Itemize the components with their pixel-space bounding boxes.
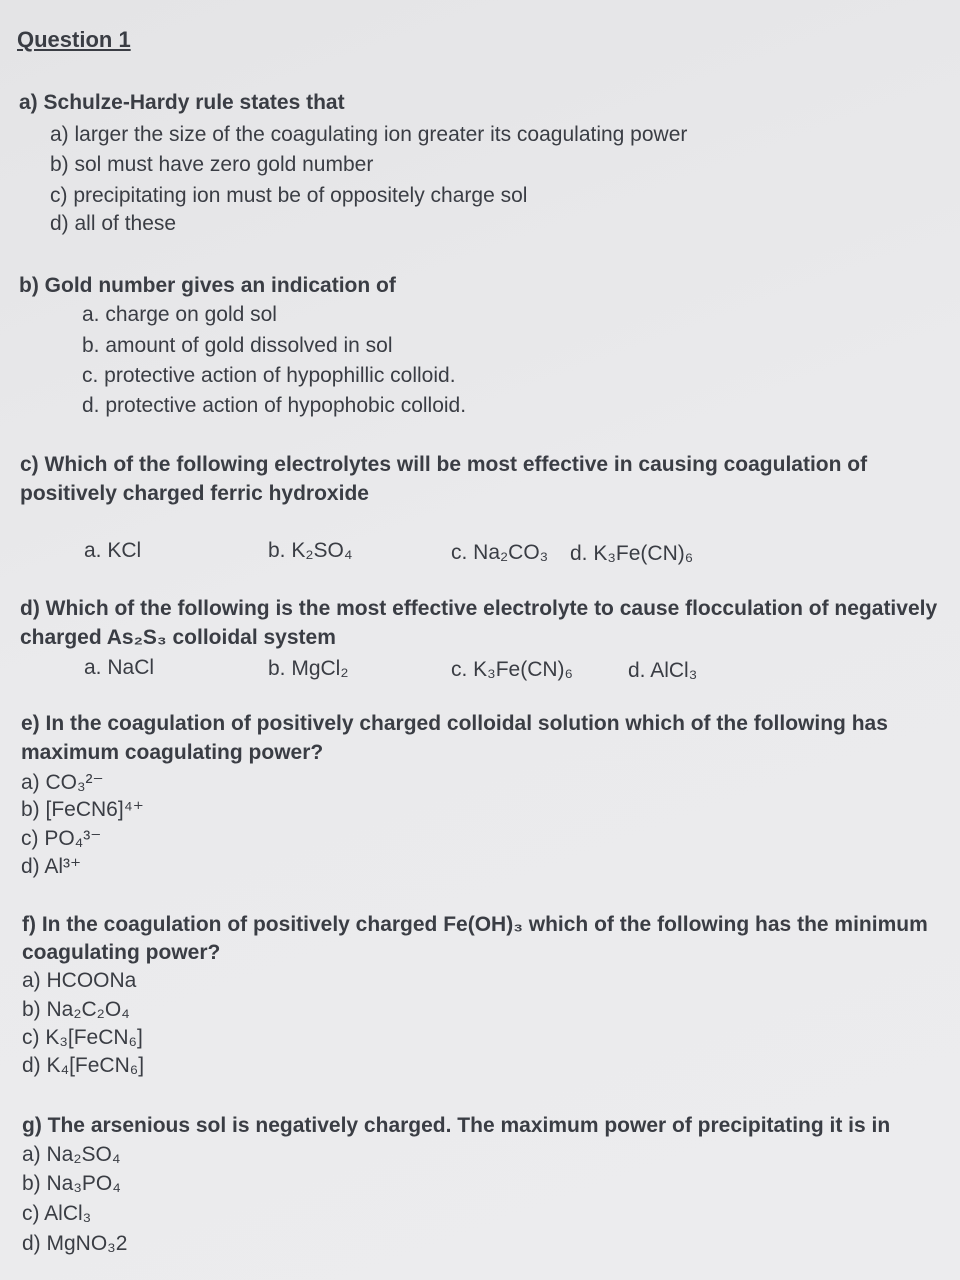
- question-a-option-b: b) sol must have zero gold number: [50, 153, 374, 176]
- question-c-stem-line1: c) Which of the following electrolytes will be most effective in causing coagulation of: [20, 453, 868, 476]
- question-d-option-a: a. NaCl: [84, 656, 155, 679]
- question-f-stem-line1: f) In the coagulation of positively charged Fe(OH)₃ which of the following has the minimum: [22, 913, 928, 936]
- question-b-stem: b) Gold number gives an indication of: [19, 274, 396, 297]
- question-b-option-d: d. protective action of hypophobic colloid.: [82, 394, 467, 417]
- question-f-option-b: b) Na₂C₂O₄: [22, 998, 130, 1021]
- question-b-option-a: a. charge on gold sol: [82, 303, 277, 326]
- question-c-option-c: c. Na₂CO₃: [451, 541, 549, 564]
- question-d-option-d: d. AlCl₃: [628, 659, 698, 682]
- question-g-option-c: c) AlCl₃: [22, 1202, 92, 1225]
- question-b-option-c: c. protective action of hypophillic colloid.: [82, 364, 456, 387]
- question-f-stem-line2: coagulating power?: [22, 941, 221, 964]
- question-g-stem: g) The arsenious sol is negatively charged. The maximum power of precipitating it is in: [22, 1114, 891, 1137]
- question-a-option-a: a) larger the size of the coagulating ion greater its coagulating power: [50, 123, 688, 146]
- question-e-option-a: a) CO₃²⁻: [21, 771, 104, 794]
- page-title: Question 1: [17, 27, 131, 52]
- question-a-option-c: c) precipitating ion must be of oppositely charge sol: [50, 184, 528, 207]
- question-e-option-b: b) [FeCN6]⁴⁺: [21, 798, 144, 821]
- question-c-option-b: b. K₂SO₄: [268, 539, 353, 562]
- question-f-option-a: a) HCOONa: [22, 969, 137, 992]
- question-c-option-a: a. KCl: [84, 539, 142, 562]
- question-g-option-a: a) Na₂SO₄: [22, 1143, 121, 1166]
- question-d-stem-line1: d) Which of the following is the most effective electrolyte to cause flocculation of negatively: [20, 597, 938, 620]
- question-e-option-c: c) PO₄³⁻: [21, 827, 102, 850]
- question-e-stem-line2: maximum coagulating power?: [21, 741, 324, 764]
- question-a-option-d: d) all of these: [50, 212, 177, 235]
- question-g-option-b: b) Na₃PO₄: [22, 1172, 121, 1195]
- question-f-option-d: d) K₄[FeCN₆]: [22, 1054, 145, 1077]
- question-e-option-d: d) Al³⁺: [21, 855, 82, 878]
- question-d-option-c: c. K₃Fe(CN)₆: [451, 658, 574, 681]
- question-c-stem-line2: positively charged ferric hydroxide: [20, 482, 369, 505]
- question-c-option-d: d. K₃Fe(CN)₆: [570, 542, 694, 565]
- question-b-option-b: b. amount of gold dissolved in sol: [82, 334, 393, 357]
- question-a-stem: a) Schulze-Hardy rule states that: [19, 91, 345, 114]
- question-e-stem-line1: e) In the coagulation of positively charged colloidal solution which of the following has: [21, 712, 888, 735]
- question-f-option-c: c) K₃[FeCN₆]: [22, 1026, 143, 1049]
- question-d-option-b: b. MgCl₂: [268, 657, 349, 680]
- question-d-stem-line2: charged As₂S₃ colloidal system: [20, 626, 336, 649]
- question-g-option-d: d) MgNO₃2: [22, 1232, 128, 1255]
